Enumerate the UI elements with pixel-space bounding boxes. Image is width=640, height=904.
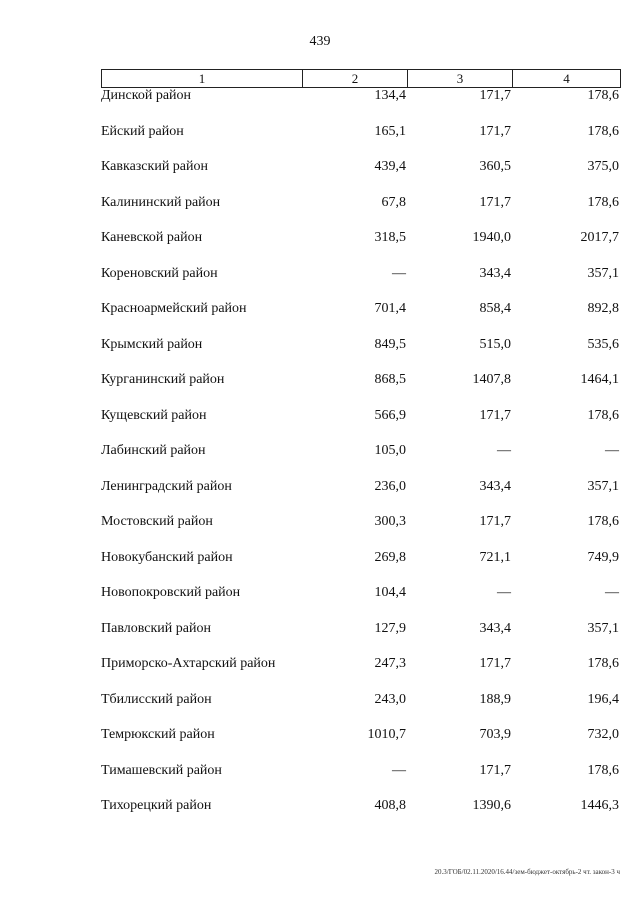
value-col-3: 171,7 — [479, 88, 511, 103]
value-col-2: 243,0 — [374, 691, 406, 707]
footer-note: 20.3/ГОБ/02.11.2020/16.44/зем-бюджет-октябрь-2 чт. закон-3 ч — [434, 868, 620, 876]
district-name: Кореновский район — [101, 265, 218, 281]
value-col-4: 178,6 — [587, 123, 619, 139]
value-col-2: 67,8 — [381, 194, 406, 210]
value-col-4: 178,6 — [587, 656, 619, 671]
table-body — [101, 87, 621, 833]
district-name: Приморско-Ахтарский район — [101, 656, 276, 671]
value-col-3: — — [497, 585, 511, 600]
value-col-4: 1446,3 — [580, 798, 619, 813]
value-col-2: — — [392, 762, 406, 778]
value-col-4: 892,8 — [587, 301, 619, 316]
district-name: Калининский район — [101, 194, 221, 210]
table-row — [101, 229, 621, 265]
table-header — [101, 69, 621, 88]
value-col-4: 375,0 — [587, 159, 619, 174]
value-col-4: 178,6 — [587, 514, 619, 529]
district-name: Крымский район — [101, 336, 203, 352]
value-col-3: 1390,6 — [472, 798, 511, 813]
header-col-3: 3 — [408, 70, 513, 88]
value-col-2: 247,3 — [374, 656, 406, 671]
header-col-2: 2 — [303, 70, 408, 88]
value-col-3: 171,7 — [479, 123, 511, 139]
table-row — [101, 691, 621, 727]
table-row — [101, 194, 621, 230]
value-col-2: 566,9 — [374, 407, 406, 423]
value-col-3: 343,4 — [479, 478, 511, 494]
district-name: Павловский район — [101, 620, 211, 636]
district-name: Динской район — [101, 88, 192, 103]
value-col-2: 300,3 — [374, 514, 406, 529]
table-row — [101, 549, 621, 585]
value-col-4: 357,1 — [587, 265, 619, 281]
value-col-3: 721,1 — [479, 549, 511, 565]
district-name: Новокубанский район — [101, 549, 233, 565]
value-col-4: 2017,7 — [580, 230, 619, 245]
value-col-4: 178,6 — [587, 407, 619, 423]
value-col-2: 849,5 — [374, 336, 406, 352]
district-name: Тихорецкий район — [101, 798, 212, 813]
value-col-4: 178,6 — [587, 88, 619, 103]
table-row — [101, 407, 621, 443]
table-row — [101, 513, 621, 549]
header-col-4: 4 — [513, 70, 621, 88]
value-col-3: 188,9 — [479, 691, 511, 707]
district-name: Новопокровский район — [101, 585, 241, 600]
district-name: Ленинградский район — [101, 478, 232, 494]
table-row — [101, 762, 621, 798]
table-row — [101, 620, 621, 656]
table-row — [101, 584, 621, 620]
value-col-3: 171,7 — [479, 762, 511, 778]
table-row — [101, 300, 621, 336]
district-name: Красноармейский район — [101, 301, 247, 316]
value-col-2: — — [392, 265, 406, 281]
value-col-2: 269,8 — [374, 549, 406, 565]
value-col-3: 171,7 — [479, 514, 511, 529]
value-col-3: 171,7 — [479, 194, 511, 210]
table-row — [101, 797, 621, 833]
value-col-2: 701,4 — [374, 301, 406, 316]
value-col-3: 1407,8 — [472, 372, 511, 387]
table-row — [101, 158, 621, 194]
value-col-2: 1010,7 — [367, 727, 406, 742]
table-row — [101, 726, 621, 762]
value-col-2: 165,1 — [374, 123, 406, 139]
value-col-4: 178,6 — [587, 194, 619, 210]
table-row — [101, 123, 621, 159]
district-name: Курганинский район — [101, 372, 225, 387]
table-row — [101, 87, 621, 123]
value-col-2: 439,4 — [374, 159, 406, 174]
table-row — [101, 371, 621, 407]
district-name: Ейский район — [101, 123, 184, 139]
value-col-4: 357,1 — [587, 620, 619, 636]
value-col-3: 171,7 — [479, 407, 511, 423]
value-col-3: 858,4 — [479, 301, 511, 316]
table-row — [101, 265, 621, 301]
value-col-4: 749,9 — [587, 549, 619, 565]
value-col-3: 515,0 — [479, 336, 511, 352]
value-col-2: 127,9 — [374, 620, 406, 636]
district-name: Тбилисский район — [101, 691, 212, 707]
value-col-4: — — [605, 443, 619, 458]
value-col-3: 343,4 — [479, 620, 511, 636]
value-col-4: 535,6 — [587, 336, 619, 352]
table-row — [101, 655, 621, 691]
value-col-2: 408,8 — [374, 798, 406, 813]
value-col-2: 318,5 — [374, 230, 406, 245]
value-col-3: 360,5 — [479, 159, 511, 174]
value-col-4: 196,4 — [587, 691, 619, 707]
value-col-3: — — [497, 443, 511, 458]
value-col-3: 171,7 — [479, 656, 511, 671]
value-col-3: 703,9 — [479, 727, 511, 742]
value-col-4: 178,6 — [587, 762, 619, 778]
value-col-2: 236,0 — [374, 478, 406, 494]
value-col-3: 343,4 — [479, 265, 511, 281]
district-name: Кавказский район — [101, 159, 209, 174]
value-col-3: 1940,0 — [472, 230, 511, 245]
value-col-4: 732,0 — [587, 727, 619, 742]
district-name: Лабинский район — [101, 443, 206, 458]
value-col-2: 868,5 — [374, 372, 406, 387]
district-name: Каневской район — [101, 230, 203, 245]
value-col-4: 1464,1 — [580, 372, 619, 387]
header-col-1: 1 — [102, 70, 303, 88]
value-col-4: 357,1 — [587, 478, 619, 494]
page-number: 439 — [309, 34, 331, 49]
value-col-2: 104,4 — [374, 585, 406, 600]
table-row — [101, 336, 621, 372]
table-row — [101, 478, 621, 514]
district-name: Тимашевский район — [101, 762, 222, 778]
value-col-2: 134,4 — [374, 88, 406, 103]
table-row — [101, 442, 621, 478]
district-name: Темрюкский район — [101, 727, 215, 742]
district-name: Мостовский район — [101, 514, 213, 529]
district-name: Кущевский район — [101, 407, 207, 423]
value-col-4: — — [605, 585, 619, 600]
value-col-2: 105,0 — [374, 443, 406, 458]
